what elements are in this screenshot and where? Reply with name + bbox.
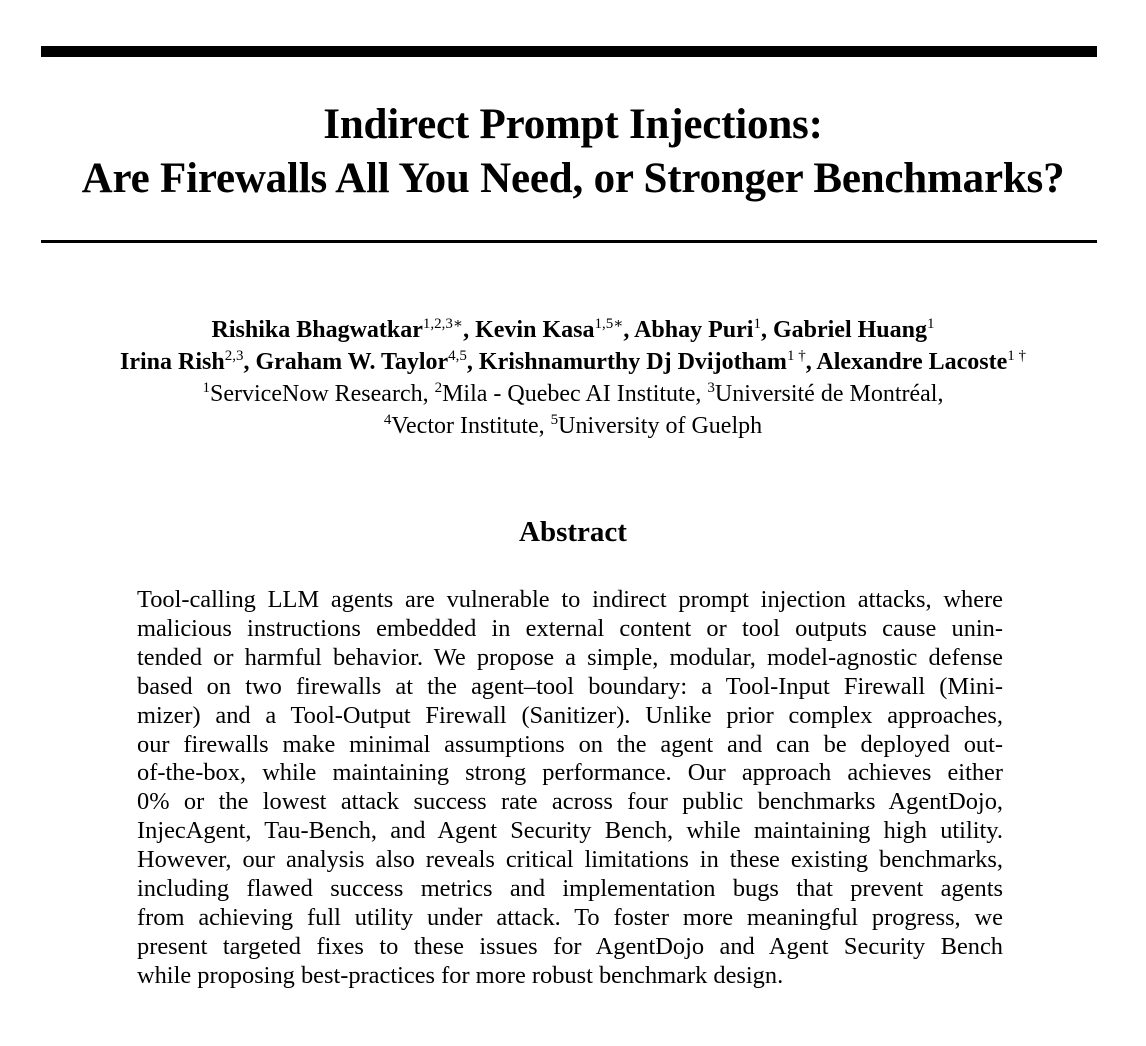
abstract-line: malicious instructions embedded in external content or tool outputs cause unin-	[137, 614, 1003, 642]
author-affiliation-marker: 1,5∗	[594, 316, 624, 332]
author-separator: ,	[243, 349, 256, 375]
abstract-line: our firewalls make minimal assumptions on the agent and can be deployed out-	[137, 730, 1003, 758]
affiliation-name: Vector Institute,	[391, 413, 551, 439]
affiliation-name: Mila - Quebec AI Institute,	[442, 381, 708, 407]
author-separator: ,	[760, 317, 773, 343]
author-name: Gabriel Huang	[772, 317, 927, 343]
author-affiliation-marker: 1 †	[786, 348, 806, 364]
abstract-line: present targeted fixes to these issues for AgentDojo and Agent Security Bench	[137, 932, 1003, 960]
paper-title	[0, 98, 1146, 206]
abstract-line: from achieving full utility under attack. To foster more meaningful progress, we	[137, 903, 1003, 931]
affiliation-marker: 1	[202, 380, 211, 396]
affiliation-line-2	[0, 410, 1146, 442]
abstract-heading: Abstract	[519, 516, 627, 548]
abstract-body	[137, 586, 1003, 991]
affiliation-marker: 3	[707, 380, 715, 396]
author-name: Krishnamurthy Dj Dvijotham	[478, 349, 787, 375]
author-affiliation-marker: 2,3	[224, 348, 244, 364]
title-line-1: Indirect Prompt Injections:	[323, 101, 823, 148]
affiliation-marker: 2	[434, 380, 443, 396]
abstract-line: 0% or the lowest attack success rate across four public benchmarks AgentDojo,	[137, 788, 1003, 816]
author-name: Alexandre Lacoste	[816, 349, 1008, 375]
abstract-line: mizer) and a Tool-Output Firewall (Sanitizer). Unlike prior complex approaches,	[137, 701, 1003, 729]
author-line-1	[0, 314, 1146, 346]
author-name: Kevin Kasa	[475, 317, 595, 343]
affiliation-name: ServiceNow Research,	[210, 381, 435, 407]
affiliation-marker: 4	[383, 412, 392, 428]
title-bottom-rule	[41, 240, 1097, 243]
author-name: Graham W. Taylor	[255, 349, 449, 375]
author-name: Irina Rish	[120, 349, 225, 375]
author-name: Rishika Bhagwatkar	[211, 317, 423, 343]
author-line-2	[0, 346, 1146, 378]
abstract-line: while proposing best-practices for more robust benchmark design.	[137, 961, 784, 989]
abstract-line: including flawed success metrics and implementation bugs that prevent agents	[137, 875, 1003, 903]
author-affiliation-marker: 1	[753, 316, 761, 332]
affiliation-name: Université de Montréal,	[714, 381, 944, 407]
author-block	[0, 314, 1146, 442]
abstract-line: However, our analysis also reveals critical limitations in these existing benchmarks,	[137, 846, 1003, 874]
author-separator: ,	[805, 349, 817, 375]
author-affiliation-marker: 4,5	[448, 348, 467, 364]
author-affiliation-marker: 1 †	[1007, 348, 1026, 364]
top-rule	[41, 46, 1097, 57]
affiliation-marker: 5	[550, 412, 559, 428]
author-separator: ,	[463, 317, 476, 343]
author-affiliation-marker: 1	[926, 316, 935, 332]
abstract-line: tended or harmful behavior. We propose a simple, modular, model-agnostic defense	[137, 643, 1003, 671]
author-separator: ,	[623, 317, 635, 343]
author-name: Abhay Puri	[634, 317, 754, 343]
author-separator: ,	[466, 349, 479, 375]
author-affiliation-marker: 1,2,3∗	[422, 316, 464, 332]
affiliation-line-1	[0, 378, 1146, 410]
title-line-2: Are Firewalls All You Need, or Stronger Benchmarks?	[81, 155, 1065, 202]
abstract-line: of-the-box, while maintaining strong performance. Our approach achieves either	[137, 759, 1003, 787]
abstract-line: based on two firewalls at the agent–tool boundary: a Tool-Input Firewall (Mini-	[137, 672, 1003, 700]
affiliation-name: University of Guelph	[558, 413, 763, 439]
abstract-line: InjecAgent, Tau-Bench, and Agent Security Bench, while maintaining high utility.	[137, 817, 1003, 845]
abstract-line: Tool-calling LLM agents are vulnerable to indirect prompt injection attacks, where	[137, 586, 1003, 613]
